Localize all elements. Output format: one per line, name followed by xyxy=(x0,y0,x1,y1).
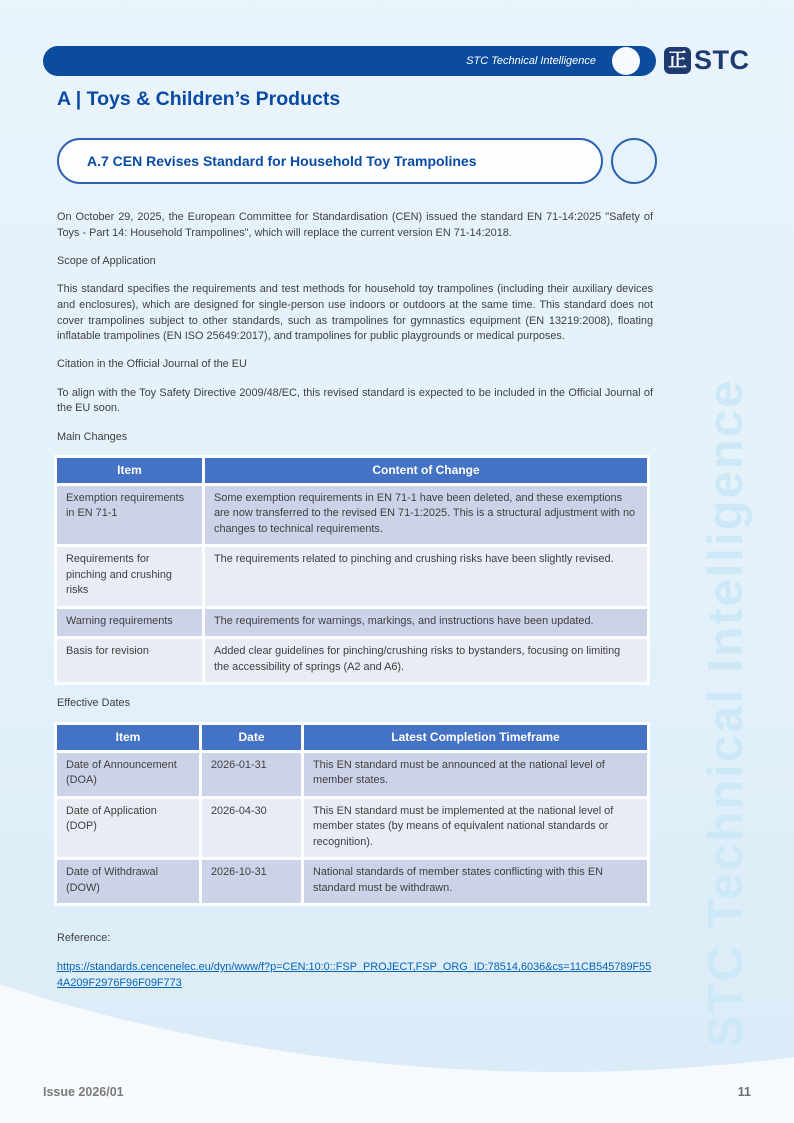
table-header-row xyxy=(57,458,647,483)
content-cell: The requirements related to pinching and crushing risks have been slightly revised. xyxy=(205,547,647,605)
main-changes-heading: Main Changes xyxy=(57,430,128,443)
page-number: 11 xyxy=(737,1085,751,1099)
article-body xyxy=(57,210,653,992)
column-header-content-of-change: Content of Change xyxy=(205,458,647,483)
stc-logo xyxy=(664,45,750,76)
content-cell: Some exemption requirements in EN 71-1 have been deleted, and these exemptions are now transferred to the revised EN 71-1:2025. This is a structural adjustment with no changes to technical requirements. xyxy=(205,486,647,544)
page-title: A | Toys & Children’s Products xyxy=(57,88,341,110)
item-cell: Date of Announcement (DOA) xyxy=(57,753,199,796)
citation-heading: Citation in the Official Journal of the EU xyxy=(57,358,247,371)
effective-dates-table xyxy=(54,722,650,907)
item-cell: Date of Application (DOP) xyxy=(57,799,199,857)
reference-heading: Reference: xyxy=(57,932,111,945)
table-row xyxy=(57,860,647,903)
article-title-box xyxy=(57,138,603,184)
column-header-date: Date xyxy=(202,725,301,750)
timeframe-cell: This EN standard must be announced at the national level of member states. xyxy=(304,753,647,796)
table-row xyxy=(57,609,647,636)
column-header-item: Item xyxy=(57,725,199,750)
table-row xyxy=(57,639,647,682)
timeframe-cell: National standards of member states conflicting with this EN standard must be withdrawn. xyxy=(304,860,647,903)
table-header-row xyxy=(57,725,647,750)
citation-paragraph: To align with the Toy Safety Directive 2009/48/EC, this revised standard is expected to be included in the Official Journal of the EU soon. xyxy=(57,386,653,415)
scope-paragraph: This standard specifies the requirements and test methods for household toy trampolines (including their auxiliary devices and enclosures), which are designed for single-person use indoors or outdoors at the same time. This standard does not cover trampolines subject to other standards, such as trampolines for gymnastics equipment (EN 13219:2008), floating inflatable trampolines (EN ISO 25649:2017), and trampolines for public playgrounds or medical purposes. xyxy=(57,283,653,343)
table-row xyxy=(57,486,647,544)
effective-dates-heading: Effective Dates xyxy=(57,697,131,710)
page-footer xyxy=(43,1085,751,1099)
header-banner xyxy=(43,46,656,76)
timeframe-cell: This EN standard must be implemented at the national level of member states (by means of equivalent national standards or recognition). xyxy=(304,799,647,857)
item-cell: Date of Withdrawal (DOW) xyxy=(57,860,199,903)
item-cell: Basis for revision xyxy=(57,639,202,682)
banner-title: STC Technical Intelligence xyxy=(466,55,596,67)
scope-heading: Scope of Application xyxy=(57,254,156,267)
watermark-text: STC Technical Intelligence xyxy=(699,378,753,1048)
intro-paragraph: On October 29, 2025, the European Committee for Standardisation (CEN) issued the standard EN 71-14:2025 "Safety of Toys - Part 14: Household Trampolines", which will replace the current version EN 71-14:2018. xyxy=(57,211,653,239)
table-row xyxy=(57,799,647,857)
decorative-circle xyxy=(611,138,657,184)
item-cell: Requirements for pinching and crushing risks xyxy=(57,547,202,605)
stc-logo-text: STC xyxy=(694,45,750,75)
content-cell: Added clear guidelines for pinching/crushing risks to bystanders, focusing on limiting the accessibility of springs (A2 and A6). xyxy=(205,639,647,682)
column-header-timeframe: Latest Completion Timeframe xyxy=(304,725,647,750)
main-changes-table xyxy=(54,455,650,686)
item-cell: Warning requirements xyxy=(57,609,202,636)
date-cell: 2026-10-31 xyxy=(202,860,301,903)
content-cell: The requirements for warnings, markings, and instructions have been updated. xyxy=(205,609,647,636)
item-cell: Exemption requirements in EN 71-1 xyxy=(57,486,202,544)
issue-label: Issue 2026/01 xyxy=(43,1085,124,1099)
column-header-item: Item xyxy=(57,458,202,483)
table-row xyxy=(57,753,647,796)
table-row xyxy=(57,547,647,605)
date-cell: 2026-04-30 xyxy=(202,799,301,857)
article-title: A.7 CEN Revises Standard for Household Toy Trampolines xyxy=(87,153,477,169)
date-cell: 2026-01-31 xyxy=(202,753,301,796)
banner-crescent-decoration xyxy=(612,47,640,75)
reference-link[interactable]: https://standards.cencenelec.eu/dyn/www/f?p=CEN:10:0::FSP_PROJECT,FSP_ORG_ID:78514,6036&cs=11CB545789F554A209F2976F96F09F773 xyxy=(57,960,652,990)
stc-seal-icon: 正 xyxy=(664,47,691,74)
